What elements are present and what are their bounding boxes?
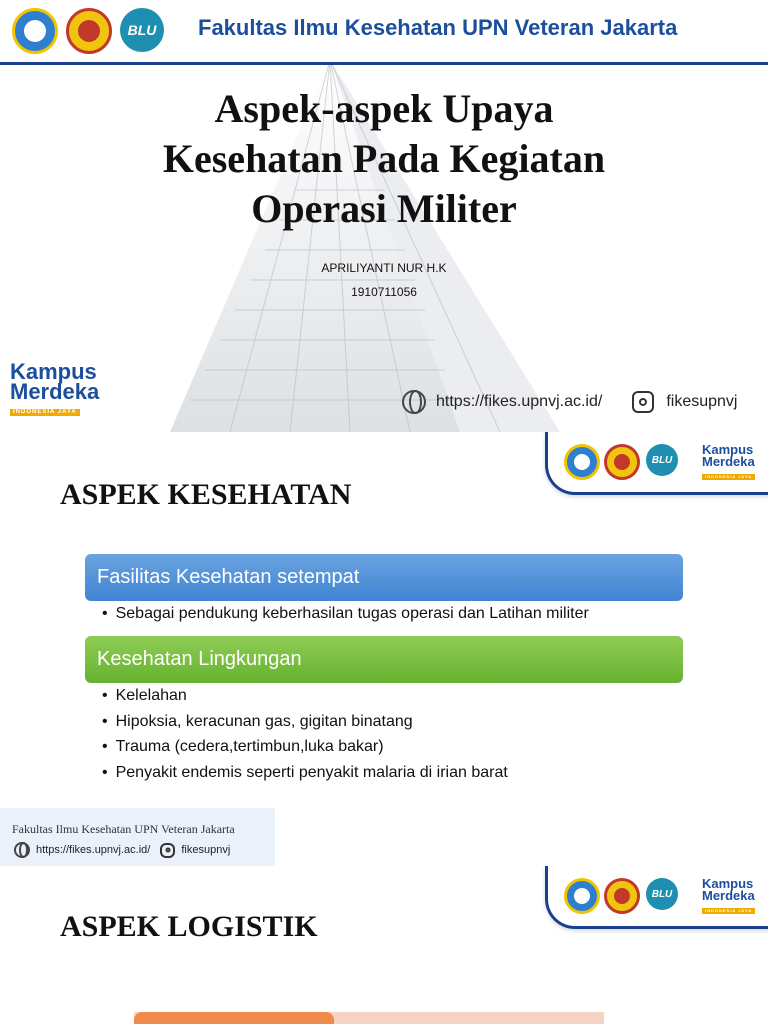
km-line2: Merdeka bbox=[702, 887, 755, 903]
blu-logo: BLU bbox=[646, 444, 678, 476]
km-tagline: INDONESIA JAYA bbox=[702, 908, 755, 914]
globe-icon bbox=[14, 842, 30, 858]
blu-logo: BLU bbox=[120, 8, 164, 52]
list-item: • Penyakit endemis seperti penyakit malaria di irian barat bbox=[102, 764, 508, 782]
km-line2: Merdeka bbox=[702, 453, 755, 469]
process-arrow-first-step bbox=[134, 1012, 334, 1024]
instagram-icon bbox=[632, 391, 654, 413]
health-aspect-slide bbox=[0, 432, 768, 866]
logo-banner bbox=[545, 432, 768, 495]
upn-logo bbox=[604, 444, 640, 480]
instagram-handle[interactable]: fikesupnvj bbox=[666, 393, 738, 410]
kemdikbud-logo bbox=[564, 444, 600, 480]
author-name: APRILIYANTI NUR H.K bbox=[321, 261, 447, 275]
footer-website-link[interactable]: https://fikes.upnvj.ac.id/ bbox=[36, 844, 151, 856]
list-item: • Kelelahan bbox=[102, 687, 187, 705]
km-line1: Kampus bbox=[702, 442, 754, 457]
km-line1: Kampus bbox=[10, 359, 97, 384]
globe-icon bbox=[402, 390, 426, 414]
slide-footer bbox=[0, 808, 275, 866]
footer-instagram-handle[interactable]: fikesupnvj bbox=[181, 844, 231, 856]
km-line2: Merdeka bbox=[10, 378, 100, 404]
list-item: • Trauma (cedera,tertimbun,luka bakar) bbox=[102, 738, 384, 756]
footer-contact-row bbox=[14, 842, 230, 858]
slide-header bbox=[0, 0, 768, 65]
category-header-facilities: Fasilitas Kesehatan setempat bbox=[85, 554, 683, 601]
logo-banner bbox=[545, 866, 768, 929]
slide-title: ASPEK LOGISTIK bbox=[60, 910, 318, 943]
kampus-merdeka-logo bbox=[702, 878, 755, 916]
km-tagline: INDONESIA JAYA bbox=[702, 474, 755, 480]
contact-row bbox=[402, 390, 737, 414]
km-line1: Kampus bbox=[702, 876, 754, 891]
km-tagline: INDONESIA JAYA bbox=[10, 409, 80, 416]
kemdikbud-logo bbox=[12, 8, 58, 54]
kampus-merdeka-logo bbox=[702, 444, 755, 482]
presentation-title bbox=[100, 84, 668, 234]
title-line-1: Aspek-aspek Upaya bbox=[214, 86, 554, 131]
footer-title: Fakultas Ilmu Kesehatan UPN Veteran Jakarta bbox=[12, 822, 235, 836]
title-slide bbox=[0, 0, 768, 432]
title-line-3: Operasi Militer bbox=[251, 186, 517, 231]
blu-logo: BLU bbox=[646, 878, 678, 910]
upn-logo bbox=[604, 878, 640, 914]
title-line-2: Kesehatan Pada Kegiatan bbox=[162, 136, 606, 181]
kampus-merdeka-logo bbox=[10, 359, 100, 416]
kemdikbud-logo bbox=[564, 878, 600, 914]
logistics-aspect-slide bbox=[0, 866, 768, 1024]
upn-logo bbox=[66, 8, 112, 54]
faculty-title: Fakultas Ilmu Kesehatan UPN Veteran Jakarta bbox=[198, 15, 678, 40]
slide-title: ASPEK KESEHATAN bbox=[60, 478, 352, 511]
student-id: 1910711056 bbox=[351, 285, 417, 299]
list-item: • Sebagai pendukung keberhasilan tugas operasi dan Latihan militer bbox=[102, 605, 589, 623]
instagram-icon bbox=[160, 843, 175, 858]
website-link[interactable]: https://fikes.upnvj.ac.id/ bbox=[436, 393, 603, 410]
category-header-environment: Kesehatan Lingkungan bbox=[85, 636, 683, 683]
list-item: • Hipoksia, keracunan gas, gigitan binatang bbox=[102, 713, 413, 731]
